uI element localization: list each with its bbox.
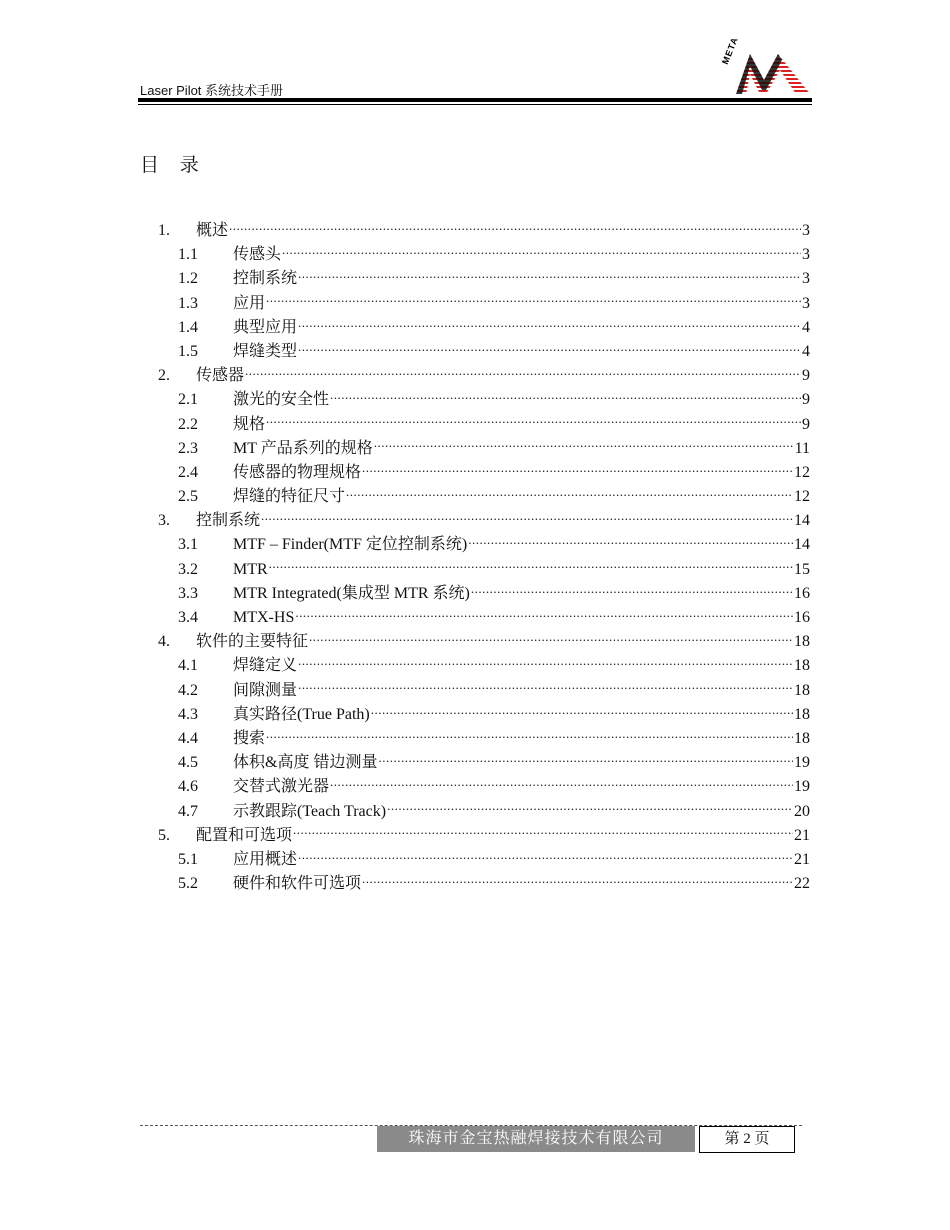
toc-entry-page: 19 xyxy=(794,754,810,772)
toc-entry-title: 典型应用 xyxy=(233,318,298,336)
toc-entry-title: 传感器 xyxy=(196,367,245,385)
toc-dot-leader xyxy=(245,364,801,380)
toc-entry-page: 22 xyxy=(794,875,810,893)
toc-entry-title: 配置和可选项 xyxy=(196,826,293,844)
toc-entry-number: 4.3 xyxy=(178,705,198,723)
toc-entry-title: MTX-HS xyxy=(233,609,295,626)
toc-entry-title: 控制系统 xyxy=(233,270,298,288)
toc-entry[interactable] xyxy=(158,533,810,557)
toc-entry-number: 4.4 xyxy=(178,729,198,747)
toc-entry-number: 1.1 xyxy=(178,246,198,264)
toc-entry-page: 3 xyxy=(802,246,810,264)
header-rule-thin xyxy=(138,104,812,105)
toc-entry-page: 11 xyxy=(794,439,810,457)
toc-dot-leader xyxy=(378,751,793,767)
toc-entry-title: 应用概述 xyxy=(233,850,298,868)
toc-entry-page: 20 xyxy=(794,802,810,820)
toc-entry[interactable] xyxy=(158,340,810,364)
toc-entry-number: 2.3 xyxy=(178,439,198,457)
toc-dot-leader xyxy=(293,824,793,840)
toc-entry[interactable] xyxy=(158,461,810,485)
toc-heading: 目 录 xyxy=(140,155,207,176)
toc-entry[interactable] xyxy=(158,606,810,630)
toc-entry-number: 1.2 xyxy=(178,270,198,288)
toc-dot-leader xyxy=(346,485,793,501)
toc-entry-title: 示教跟踪(Teach Track) xyxy=(233,802,387,820)
toc-dot-leader xyxy=(298,679,793,695)
toc-entry-title: 体积&高度 错边测量 xyxy=(233,754,378,772)
toc-entry[interactable] xyxy=(158,364,810,388)
toc-entry[interactable] xyxy=(158,485,810,509)
toc-entry-number: 4.6 xyxy=(178,778,198,796)
toc-entry[interactable] xyxy=(158,413,810,437)
toc-entry-number: 1. xyxy=(158,222,170,239)
toc-entry-page: 9 xyxy=(802,367,810,385)
toc-entry-page: 18 xyxy=(794,729,810,747)
toc-dot-leader xyxy=(471,582,793,598)
toc-entry-page: 3 xyxy=(802,222,810,239)
toc-entry-number: 3.2 xyxy=(178,560,198,578)
toc-dot-leader xyxy=(298,848,793,864)
toc-entry[interactable] xyxy=(158,558,810,582)
toc-entry[interactable] xyxy=(158,630,810,654)
toc-entry-number: 2.1 xyxy=(178,391,198,409)
toc-dot-leader xyxy=(362,461,793,477)
toc-entry-number: 1.5 xyxy=(178,342,198,360)
toc-dot-leader xyxy=(266,413,801,429)
toc-entry[interactable] xyxy=(158,654,810,678)
header-rule xyxy=(138,98,812,102)
toc-entry-title: 传感头 xyxy=(233,246,282,264)
toc-entry[interactable] xyxy=(158,582,810,606)
toc-dot-leader xyxy=(298,316,801,332)
toc-entry-number: 3. xyxy=(158,512,170,530)
toc-entry[interactable] xyxy=(158,751,810,775)
toc-entry-title: MTF – Finder(MTF 定位控制系统) xyxy=(233,536,468,554)
toc-entry-title: 交替式激光器 xyxy=(233,778,330,796)
toc-entry-title: MTR Integrated(集成型 MTR 系统) xyxy=(233,584,470,602)
toc-entry[interactable] xyxy=(158,703,810,727)
toc-entry-number: 4.2 xyxy=(178,681,198,699)
toc-entry-title: 激光的安全性 xyxy=(233,391,330,409)
toc-entry[interactable] xyxy=(158,316,810,340)
toc-dot-leader xyxy=(330,388,801,404)
toc-entry-title: 真实路径(True Path) xyxy=(233,705,370,723)
toc-dot-leader xyxy=(387,800,793,816)
toc-entry-number: 4.7 xyxy=(178,802,198,820)
toc-entry[interactable] xyxy=(158,292,810,316)
toc-entry[interactable] xyxy=(158,775,810,799)
toc-entry-page: 19 xyxy=(794,778,810,796)
toc-entry-number: 2.4 xyxy=(178,463,198,481)
toc-entry[interactable] xyxy=(158,509,810,533)
toc-dot-leader xyxy=(269,558,793,574)
toc-dot-leader xyxy=(468,533,793,549)
toc-entry-page: 18 xyxy=(794,705,810,723)
toc-entry-title: 焊缝定义 xyxy=(233,657,298,675)
toc-entry-page: 15 xyxy=(794,560,810,578)
logo-text: META xyxy=(720,35,741,66)
toc-entry[interactable] xyxy=(158,848,810,872)
toc-dot-leader xyxy=(229,219,801,235)
toc-dot-leader xyxy=(266,727,793,743)
toc-entry-page: 14 xyxy=(794,536,810,554)
toc-entry-title: MT 产品系列的规格 xyxy=(233,439,373,457)
toc-entry-number: 1.4 xyxy=(178,318,198,336)
toc-dot-leader xyxy=(371,703,793,719)
toc-dot-leader xyxy=(266,292,801,308)
toc-entry-number: 3.1 xyxy=(178,536,198,554)
toc-entry[interactable] xyxy=(158,437,810,461)
toc-entry-page: 14 xyxy=(794,512,810,530)
toc-entry-title: 概述 xyxy=(196,222,229,239)
toc-entry-number: 1.3 xyxy=(178,294,198,312)
toc-entry-page: 9 xyxy=(802,391,810,409)
toc-entry-title: 间隙测量 xyxy=(233,681,298,699)
toc-entry[interactable] xyxy=(158,267,810,291)
toc-entry-title: 搜索 xyxy=(233,729,266,747)
toc-entry[interactable] xyxy=(158,872,810,896)
toc-entry-page: 4 xyxy=(802,342,810,360)
toc-entry-number: 2.2 xyxy=(178,415,198,433)
toc-dot-leader xyxy=(374,437,794,453)
toc-entry[interactable] xyxy=(158,824,810,848)
toc-entry-number: 3.3 xyxy=(178,584,198,602)
toc-entry-page: 3 xyxy=(802,270,810,288)
toc-entry-title: 焊缝的特征尺寸 xyxy=(233,488,346,506)
toc-entry-title: 传感器的物理规格 xyxy=(233,463,362,481)
toc-dot-leader xyxy=(261,509,793,525)
toc-entry-title: 软件的主要特征 xyxy=(196,633,309,651)
toc-entry-number: 5.1 xyxy=(178,850,198,868)
toc-entry-number: 4. xyxy=(158,633,170,651)
toc-dot-leader xyxy=(298,654,793,670)
toc-entry[interactable] xyxy=(158,800,810,824)
toc-entry-page: 9 xyxy=(802,415,810,433)
toc-entry-page: 16 xyxy=(794,584,810,602)
toc-dot-leader xyxy=(295,606,793,622)
header-title: Laser Pilot 系统技术手册 xyxy=(140,83,284,98)
toc-entry-number: 3.4 xyxy=(178,609,198,626)
toc-entry-page: 18 xyxy=(794,657,810,675)
toc-entry-number: 5. xyxy=(158,826,170,844)
table-of-contents xyxy=(158,219,810,896)
toc-entry[interactable] xyxy=(158,727,810,751)
toc-entry-page: 12 xyxy=(794,463,810,481)
toc-entry[interactable] xyxy=(158,388,810,412)
toc-entry-page: 3 xyxy=(802,294,810,312)
toc-entry-page: 18 xyxy=(794,633,810,651)
toc-entry-number: 2. xyxy=(158,367,170,385)
toc-entry-title: 硬件和软件可选项 xyxy=(233,875,362,893)
toc-dot-leader xyxy=(309,630,793,646)
toc-entry-number: 2.5 xyxy=(178,488,198,506)
toc-entry-title: 规格 xyxy=(233,415,266,433)
toc-dot-leader xyxy=(298,267,801,283)
toc-entry-page: 21 xyxy=(794,850,810,868)
toc-entry-title: 控制系统 xyxy=(196,512,261,530)
toc-entry[interactable] xyxy=(158,679,810,703)
toc-dot-leader xyxy=(330,775,793,791)
toc-entry-page: 16 xyxy=(794,609,810,626)
toc-entry[interactable] xyxy=(158,243,810,267)
footer-page-number: 第 2 页 xyxy=(699,1126,795,1153)
toc-entry-page: 4 xyxy=(802,318,810,336)
toc-entry-number: 4.1 xyxy=(178,657,198,675)
toc-entry[interactable] xyxy=(158,219,810,243)
toc-entry-number: 5.2 xyxy=(178,875,198,893)
toc-entry-page: 12 xyxy=(794,488,810,506)
toc-entry-title: 应用 xyxy=(233,294,266,312)
toc-dot-leader xyxy=(282,243,801,259)
toc-dot-leader xyxy=(362,872,793,888)
toc-entry-page: 21 xyxy=(794,826,810,844)
footer-company: 珠海市金宝热融焊接技术有限公司 xyxy=(377,1126,695,1152)
toc-dot-leader xyxy=(298,340,801,356)
toc-entry-title: MTR xyxy=(233,560,268,578)
toc-entry-title: 焊缝类型 xyxy=(233,342,298,360)
toc-entry-page: 18 xyxy=(794,681,810,699)
toc-entry-number: 4.5 xyxy=(178,754,198,772)
